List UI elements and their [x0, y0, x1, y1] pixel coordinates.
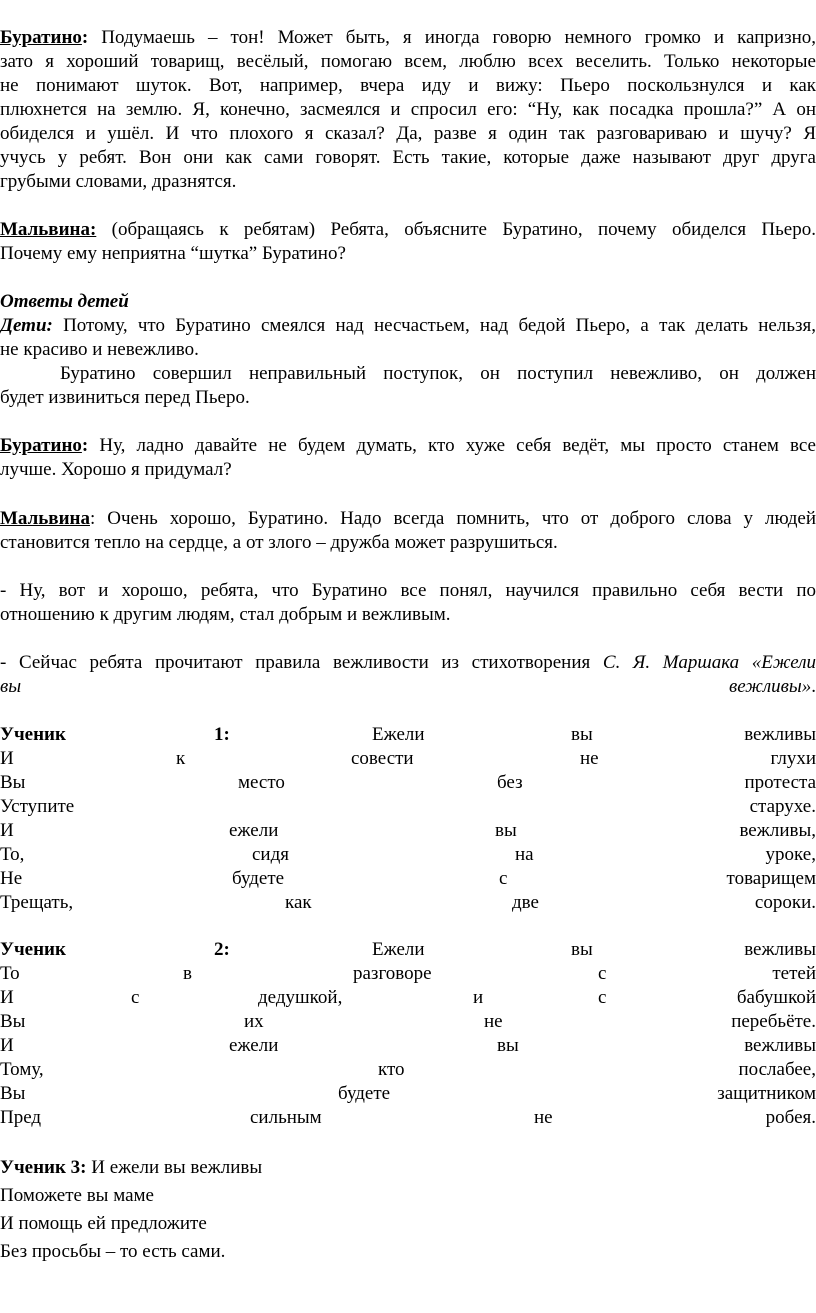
- poem-line: Пред сильным не робея.: [0, 1107, 816, 1128]
- paragraph-line: Подумаешь – тон! Может быть, я иногда говорю немного громко и капризно,: [88, 27, 816, 48]
- paragraph-line: грубыми словами, дразнятся.: [0, 171, 237, 192]
- paragraph-line: отношению к другим людям, стал добрым и вежливым.: [0, 604, 451, 625]
- poem-line: Ученик 3: И ежели вы вежливы: [0, 1157, 263, 1178]
- paragraph-line: Почему ему неприятна “шутка” Буратино?: [0, 243, 346, 264]
- poem-line: Трещать, как две сороки.: [0, 892, 816, 913]
- paragraph-line: - Сейчас ребята прочитают правила вежливости из стихотворения: [0, 652, 603, 673]
- poem-line: Не будете с товарищем: [0, 868, 816, 889]
- poem-line: Ученик 1: Ежели вы вежливы: [0, 724, 816, 745]
- paragraph-line: становится тепло на сердце, а от злого – дружба может разрушиться.: [0, 532, 558, 553]
- speaker-name: Дети:: [0, 315, 53, 336]
- poem-line: И с дедушкой, и с бабушкой: [0, 987, 816, 1008]
- paragraph-narrator-1: [0, 579, 816, 627]
- paragraph-line: Буратино совершил неправильный поступок, он поступил невежливо, он должен: [60, 363, 816, 384]
- speaker-name: Буратино: [0, 27, 82, 48]
- paragraph-line: учусь у ребят. Вон они как сами говорят. Есть такие, которые даже называют друг друга: [0, 147, 816, 168]
- speaker-name: Буратино: [0, 435, 82, 456]
- poem-line: Тому, кто послабее,: [0, 1059, 816, 1080]
- paragraph-line: лучше. Хорошо я придумал?: [0, 459, 232, 480]
- paragraph-line: зато я хороший товарищ, весёлый, помогаю всем, люблю всех веселить. Только некоторые: [0, 51, 816, 72]
- poem-line: Уступите старухе.: [0, 796, 816, 817]
- paragraph-line: обиделся и ушёл. И что плохого я сказал? Да, разве я один так разговариваю и шучу? Я: [0, 123, 816, 144]
- poem-line: Ученик 2: Ежели вы вежливы: [0, 939, 816, 960]
- poem-line: Вы будете защитником: [0, 1083, 816, 1104]
- paragraph-line: плюхнется на землю. Я, конечно, засмеялся и спросил его: “Ну, как посадка прошла?” А он: [0, 99, 816, 120]
- paragraph-malvina-1: [0, 218, 816, 266]
- speaker-name: Мальвина:: [0, 219, 97, 240]
- paragraph-line: : Очень хорошо, Буратино. Надо всегда помнить, что от доброго слова у людей: [89, 508, 816, 529]
- poem-line: И ежели вы вежливы,: [0, 820, 816, 841]
- poem-line: Вы их не перебьёте.: [0, 1011, 816, 1032]
- poem-line: То в разговоре с тетей: [0, 963, 816, 984]
- paragraph-line: Потому, что Буратино смеялся над несчастьем, над бедой Пьеро, а так делать нельзя,: [52, 315, 816, 336]
- poem-author: С. Я. Маршака «Ежели: [602, 652, 816, 673]
- paragraph-line: не красиво и невежливо.: [0, 339, 199, 360]
- paragraph-line: не понимают шуток. Вот, например, вчера иду и вижу: Пьеро поскользнулся и как: [0, 75, 816, 96]
- paragraph-line: Ну, ладно давайте не будем думать, кто хуже себя ведёт, мы просто станем все: [88, 435, 816, 456]
- poem-line: Без просьбы – то есть сами.: [0, 1241, 226, 1262]
- poem-line: И к совести не глухи: [0, 748, 816, 769]
- paragraph-buratino-1: Буратино: Подумаешь – тон! Может быть, я иногда говорю немного громко и капризно, зато я хороший товарищ, весёлый, помогаю всем, люблю всех веселить. Только некоторые не понимают шуток. Вот, например, вчера иду и вижу: Пьеро поскользнулся и как плюхнется на землю. Я, конечно, засмеялся и спросил его: “Ну, как посадка прошла?” А он обиделся и ушёл. И что плохого я сказал? Да, разве я один так разговариваю и шучу? Я учусь у ребят. Вон они как сами говорят. Есть такие, которые даже называют друг друга грубыми словами, дразнятся.: [0, 27, 816, 192]
- paragraph-line: будет извиниться перед Пьеро.: [0, 387, 250, 408]
- poem-line: И помощь ей предложите: [0, 1213, 207, 1234]
- poem-line: Поможете вы маме: [0, 1185, 154, 1206]
- speaker-name: Мальвина: [0, 508, 90, 529]
- paragraph-line: (обращаясь к ребятам) Ребята, объясните Буратино, почему обиделся Пьеро.: [96, 219, 816, 240]
- poem-line: То, сидя на уроке,: [0, 844, 816, 865]
- poem-line: И ежели вы вежливы: [0, 1035, 816, 1056]
- paragraph-malvina-2: [0, 507, 816, 555]
- section-heading: Ответы детей: [0, 291, 129, 312]
- paragraph-narrator-2: - Сейчас ребята прочитают правила вежливости из стихотворения С. Я. Маршака «Ежели вы вежливы».: [0, 652, 816, 697]
- paragraph-line: - Ну, вот и хорошо, ребята, что Буратино все понял, научился правильно себя вести по: [0, 580, 816, 601]
- poem-line: Вы место без протеста: [0, 772, 816, 793]
- student-label: Ученик 3:: [0, 1157, 87, 1178]
- paragraph-children-answers: [0, 290, 816, 410]
- paragraph-buratino-2: Буратино: Ну, ладно давайте не будем думать, кто хуже себя ведёт, мы просто станем все лучше. Хорошо я придумал?: [0, 435, 816, 480]
